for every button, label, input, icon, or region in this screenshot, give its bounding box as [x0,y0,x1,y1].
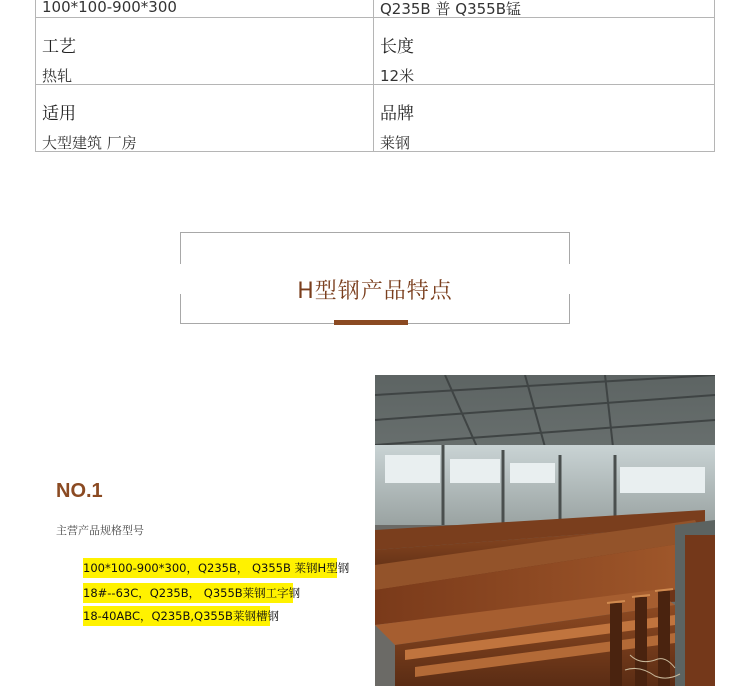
spec-cell-material [374,0,714,17]
spec-cell-process [36,18,374,84]
spec-cell-brand [374,85,714,151]
section-title: H型钢产品特点 [297,279,453,304]
feature-number-label: NO.1 [56,480,103,502]
spec-cell-application [36,85,374,151]
section-title-underline [334,320,408,325]
product-spec-line: 18#--63C，Q235B， Q355B莱钢工字钢 [83,583,293,603]
spec-cell-size [36,0,374,17]
frame-line [180,232,181,264]
spec-label: 品牌 [380,104,414,124]
steel-beams-photo [375,375,715,686]
spec-value: 热轧 [42,67,73,85]
product-spec-line: 100*100-900*300，Q235B， Q355B 莱钢H型钢 [83,558,337,578]
spec-value: 100*100-900*300 [42,0,177,16]
spec-label: 长度 [380,37,414,57]
spec-row [36,0,714,18]
spec-label: 适用 [42,104,76,124]
spec-row [36,18,714,85]
spec-label: 工艺 [42,37,76,57]
product-spec-line: 18-40ABC，Q235B,Q355B莱钢槽钢 [83,606,270,626]
section-title-frame [180,232,570,324]
spec-value: 大型建筑 厂房 [42,134,137,152]
spec-value: Q235B 普 Q355B锰 [380,0,521,18]
frame-line [180,232,570,233]
spec-value: 12米 [380,67,415,85]
feature-subtitle: 主营产品规格型号 [56,524,144,537]
spec-table [35,0,715,152]
frame-line [569,232,570,264]
spec-cell-length [374,18,714,84]
spec-row [36,85,714,151]
spec-value: 莱钢 [380,134,411,152]
